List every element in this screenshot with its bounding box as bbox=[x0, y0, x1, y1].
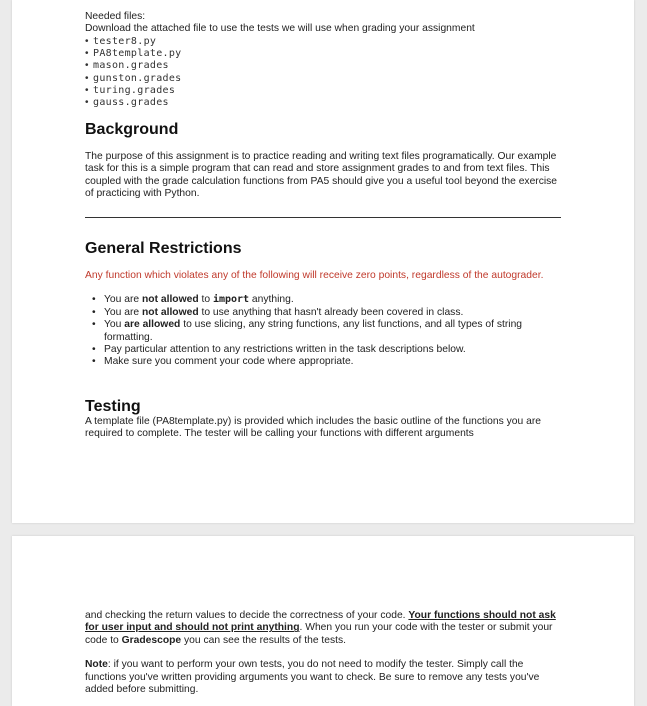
restrictions-warning: Any function which violates any of the following will receive zero points, regardless of the autograder. bbox=[85, 270, 544, 281]
gradescope-label: Gradescope bbox=[121, 634, 182, 646]
restrictions-heading: General Restrictions bbox=[85, 240, 242, 257]
background-section bbox=[85, 121, 561, 218]
testing-continued-paragraph: and checking the return values to decide the correctness of your code. Your functions should not ask for user input and should not print anything. When you run your code with the tester or submit your code to Gradescope you can see the results of the tests. bbox=[85, 610, 556, 646]
file-item: • turing.grades bbox=[85, 85, 561, 97]
needed-files-intro: Download the attached file to use the tests we will use when grading your assignment bbox=[85, 23, 475, 35]
section-divider bbox=[85, 217, 561, 218]
restrictions-section bbox=[85, 240, 561, 369]
background-heading: Background bbox=[85, 121, 179, 138]
file-item: • gauss.grades bbox=[85, 97, 561, 109]
restrictions-list bbox=[85, 294, 561, 368]
restriction-item: • You are not allowed to use anything that hasn't already been covered in class. bbox=[92, 306, 464, 318]
needed-files-section bbox=[85, 11, 561, 110]
testing-heading: Testing bbox=[85, 398, 141, 415]
restriction-item: • You are not allowed to import anything. bbox=[92, 294, 294, 306]
file-list bbox=[85, 36, 561, 110]
restriction-item: • Pay particular attention to any restrictions written in the task descriptions below. bbox=[92, 344, 466, 356]
file-item: • mason.grades bbox=[85, 60, 561, 72]
note-paragraph: Note: if you want to perform your own tests, you do not need to modify the tester. Simply call the functions you've written providing arguments you want to check. Be sure to remove any tests you've added before submitting. bbox=[85, 659, 540, 696]
testing-continued bbox=[85, 610, 561, 696]
testing-section bbox=[85, 398, 561, 441]
document-page-2 bbox=[12, 536, 634, 706]
needed-files-heading: Needed files: bbox=[85, 11, 146, 22]
document-page-1 bbox=[12, 0, 634, 523]
restriction-item: • You are allowed to use slicing, any string functions, any list functions, and all types of string formatting. bbox=[92, 319, 523, 343]
file-item: • gunston.grades bbox=[85, 73, 561, 85]
file-item: • tester8.py bbox=[85, 36, 561, 48]
background-paragraph: The purpose of this assignment is to practice reading and writing text files programatically. Our example task for this is a simple program that can read and store assignment grades to and from text files. This coupled with the grade calculation functions from PA5 should give you a useful tool beyond the exercise of practicing with Python. bbox=[85, 151, 558, 200]
import-keyword: import bbox=[212, 294, 250, 306]
testing-paragraph: A template file (PA8template.py) is provided which includes the basic outline of the functions you are required to complete. The tester will be calling your functions with different arguments bbox=[85, 416, 541, 440]
note-label: Note bbox=[85, 659, 108, 671]
restriction-item: • Make sure you comment your code where appropriate. bbox=[92, 356, 354, 368]
file-item: • PA8template.py bbox=[85, 48, 561, 60]
no-input-warning: Your functions should not ask for user input and should not print anything bbox=[85, 610, 556, 634]
